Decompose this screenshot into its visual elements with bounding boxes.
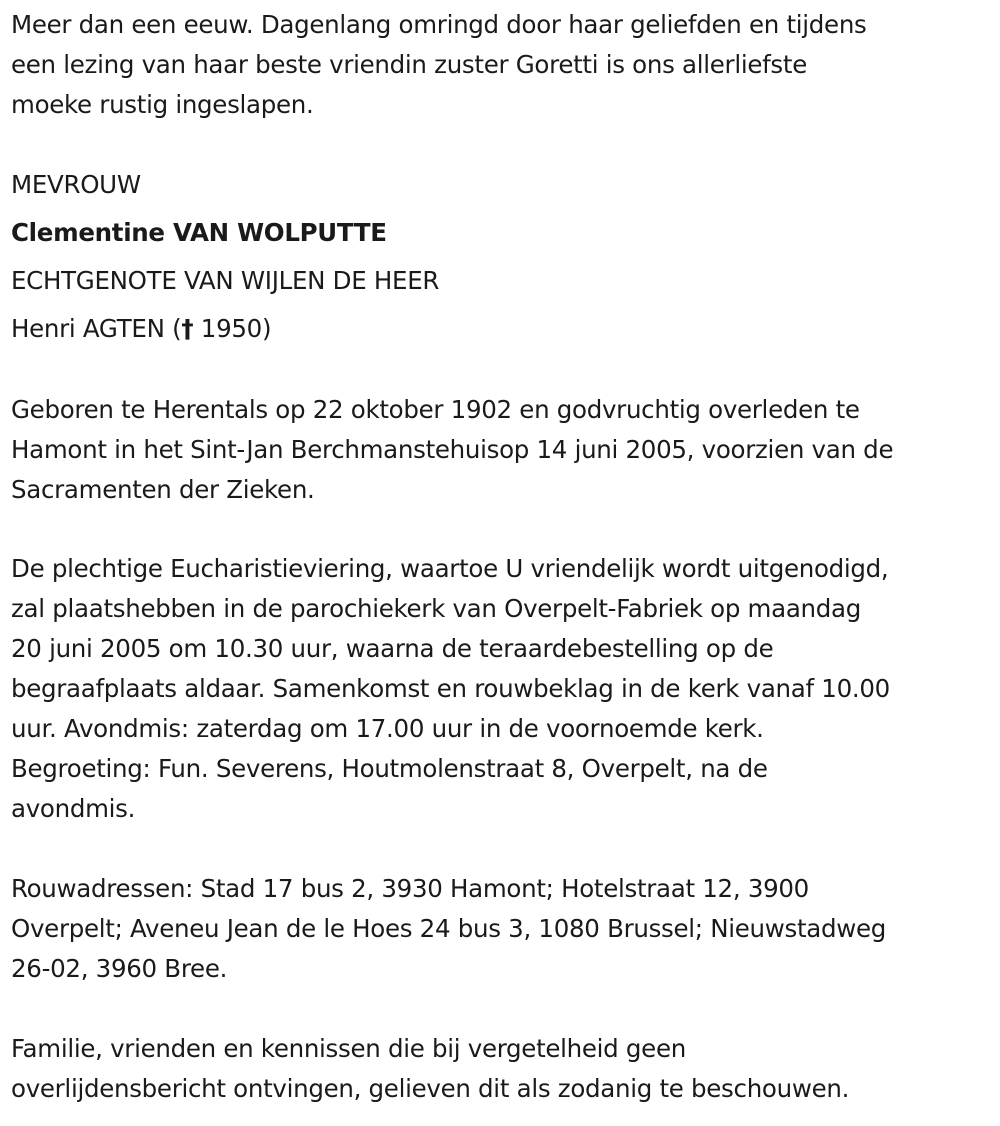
address-line: Rouwadressen: Stad 17 bus 2, 3930 Hamont; Hotelstraat 12, 3900	[11, 874, 809, 903]
mass-line: Begroeting: Fun. Severens, Houtmolenstraat 8, Overpelt, na de	[11, 754, 768, 783]
spouse-line	[11, 309, 271, 349]
mass-line: uur. Avondmis: zaterdag om 17.00 uur in de voornoemde kerk.	[11, 714, 764, 743]
title-label: MEVROUW	[11, 170, 141, 199]
spouse-death-year: 1950)	[193, 314, 272, 343]
family-line: Familie, vrienden en kennissen die bij vergetelheid geen	[11, 1034, 686, 1063]
spouse-name: Henri AGTEN (	[11, 314, 182, 343]
born-line: Geboren te Herentals op 22 oktober 1902 en godvruchtig overleden te	[11, 395, 860, 424]
born-line: Sacramenten der Zieken.	[11, 475, 315, 504]
mass-line: avondmis.	[11, 794, 136, 823]
intro-line: Meer dan een eeuw. Dagenlang omringd door haar geliefden en tijdens	[11, 10, 867, 39]
intro-line: een lezing van haar beste vriendin zuster Goretti is ons allerliefste	[11, 50, 807, 79]
mass-line: De plechtige Eucharistieviering, waartoe U vriendelijk wordt uitgenodigd,	[11, 554, 889, 583]
spouse-intro: ECHTGENOTE VAN WIJLEN DE HEER	[11, 266, 440, 295]
cross-icon: †	[181, 314, 194, 343]
family-notice-paragraph	[11, 1029, 849, 1109]
born-line: Hamont in het Sint-Jan Berchmanstehuisop 14 juni 2005, voorzien van de	[11, 435, 894, 464]
deceased-name: Clementine VAN WOLPUTTE	[11, 218, 387, 247]
address-line: Overpelt; Aveneu Jean de le Hoes 24 bus 3, 1080 Brussel; Nieuwstadweg	[11, 914, 886, 943]
mass-line: 20 juni 2005 om 10.30 uur, waarna de teraardebestelling op de	[11, 634, 774, 663]
birth-death-paragraph	[11, 390, 893, 510]
addresses-paragraph	[11, 869, 886, 989]
address-line: 26-02, 3960 Bree.	[11, 954, 228, 983]
ceremony-paragraph	[11, 549, 890, 829]
mass-line: zal plaatshebben in de parochiekerk van Overpelt-Fabriek op maandag	[11, 594, 861, 623]
intro-paragraph	[11, 5, 867, 125]
intro-line: moeke rustig ingeslapen.	[11, 90, 314, 119]
mass-line: begraafplaats aldaar. Samenkomst en rouwbeklag in de kerk vanaf 10.00	[11, 674, 890, 703]
family-line: overlijdensbericht ontvingen, gelieven dit als zodanig te beschouwen.	[11, 1074, 850, 1103]
